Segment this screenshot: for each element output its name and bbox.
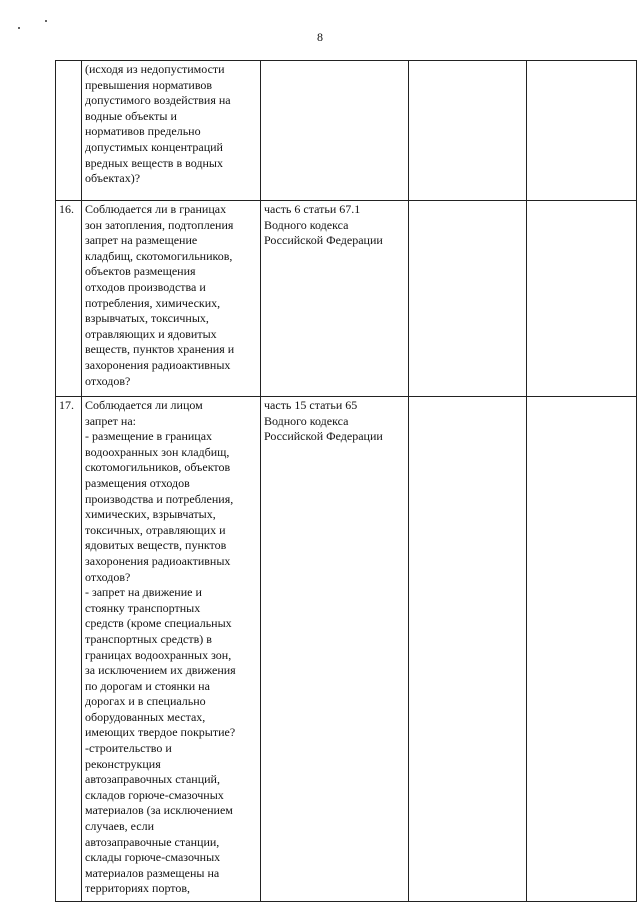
- note-cell: [527, 61, 637, 201]
- checklist-table: [55, 60, 637, 902]
- answer-cell: [409, 61, 527, 201]
- table-row: [56, 397, 637, 902]
- row-number: 16.: [56, 201, 82, 397]
- row-number: [56, 61, 82, 201]
- table-row: [56, 61, 637, 201]
- scan-speck: [45, 20, 47, 22]
- answer-cell: [409, 397, 527, 902]
- note-cell: [527, 201, 637, 397]
- note-cell: [527, 397, 637, 902]
- reference-cell: [261, 61, 409, 201]
- question-cell: (исходя из недопустимости превышения нормативов допустимого воздействия на водные объекты и нормативов предельно допустимых концентраций вредных веществ в водных объектах)?: [82, 61, 261, 201]
- question-cell: Соблюдается ли в границах зон затопления, подтопления запрет на размещение кладбищ, скотомогильников, объектов размещения отходов производства и потребления, химических, взрывчатых, токсичных, отравляющих и ядовитых веществ, пунктов хранения и захоронения радиоактивных отходов?: [82, 201, 261, 397]
- question-cell: Соблюдается ли лицом запрет на: - размещение в границах водоохранных зон кладбищ, скотомогильников, объектов размещения отходов производства и потребления, химических, взрывчатых, токсичных, отравляющих и ядовитых веществ, пунктов захоронения радиоактивных отходов? - запрет на движение и стоянку транспортных средств (кроме специальных транспортных средств) в границах водоохранных зон, за исключением их движения по дорогам и стоянки на дорогах и в специально оборудованных местах, имеющих твердое покрытие? -строительство и реконструкция автозаправочных станций, складов горюче-смазочных материалов (за исключением случаев, если автозаправочные станции, склады горюче-смазочных материалов размещены на территориях портов,: [82, 397, 261, 902]
- reference-cell: часть 6 статьи 67.1 Водного кодекса Российской Федерации: [261, 201, 409, 397]
- table-row: [56, 201, 637, 397]
- reference-cell: часть 15 статьи 65 Водного кодекса Российской Федерации: [261, 397, 409, 902]
- page-number: 8: [317, 30, 323, 44]
- answer-cell: [409, 201, 527, 397]
- row-number: 17.: [56, 397, 82, 902]
- scan-speck: [18, 27, 20, 29]
